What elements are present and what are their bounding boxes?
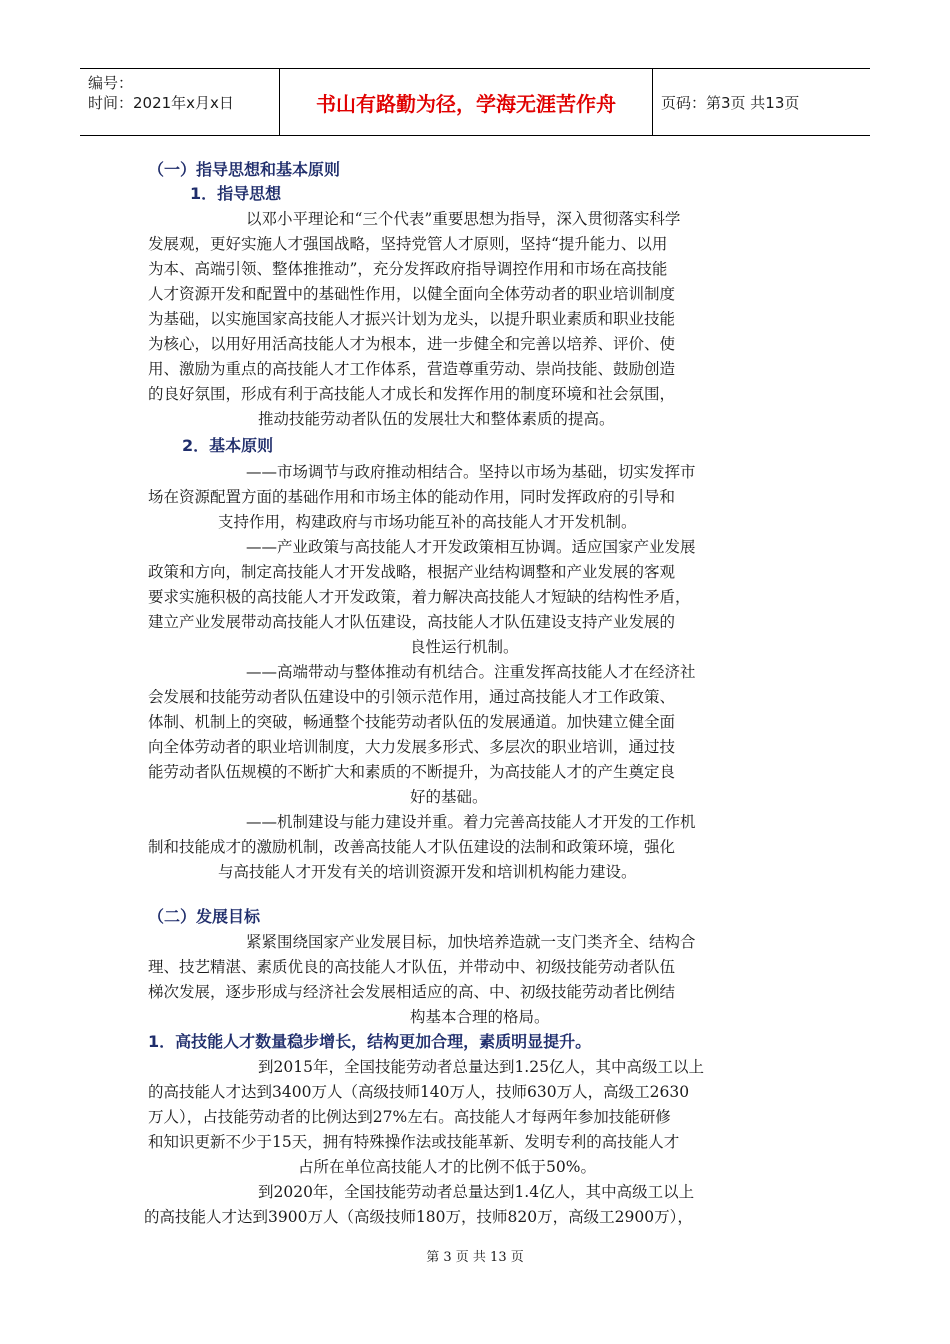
body-text-line: 构基本合理的格局。 — [410, 1008, 550, 1026]
body-text-line: 理、技艺精湛、素质优良的高技能人才队伍，并带动中、初级技能劳动者队伍 — [148, 958, 676, 976]
body-text-line: 占所在单位高技能人才的比例不低于50%。 — [298, 1158, 596, 1176]
body-text-line: 会发展和技能劳动者队伍建设中的引领示范作用，通过高技能人才工作政策、 — [148, 688, 676, 706]
body-text-line: 政策和方向，制定高技能人才开发战略，根据产业结构调整和产业发展的客观 — [148, 563, 676, 581]
section-heading: 1．高技能人才数量稳步增长，结构更加合理，素质明显提升。 — [148, 1032, 592, 1051]
body-text-line: 的高技能人才达到3900万人（高级技师180万，技师820万，高级工2900万）， — [144, 1208, 693, 1226]
body-text-line: 万人），占技能劳动者的比例达到27%左右。高技能人才每两年参加技能研修 — [148, 1108, 671, 1126]
body-text-line: 场在资源配置方面的基础作用和市场主体的能动作用，同时发挥政府的引导和 — [148, 488, 676, 506]
body-text-line: 能劳动者队伍规模的不断扩大和素质的不断提升，为高技能人才的产生奠定良 — [148, 763, 676, 781]
body-text-line: 与高技能人才开发有关的培训资源开发和培训机构能力建设。 — [218, 863, 637, 881]
body-text-line: 为基础，以实施国家高技能人才振兴计划为龙头，以提升职业素质和职业技能 — [148, 310, 676, 328]
section-heading: 1．指导思想 — [190, 184, 282, 203]
body-text-line: 到2015年，全国技能劳动者总量达到1.25亿人，其中高级工以上 — [258, 1058, 704, 1076]
document-number-label: 编号： — [88, 74, 134, 92]
body-text-line: 和知识更新不少于15天，拥有特殊操作法或技能革新、发明专利的高技能人才 — [148, 1133, 680, 1151]
body-text-line: 以邓小平理论和“三个代表”重要思想为指导，深入贯彻落实科学 — [246, 210, 681, 228]
section-heading: （二）发展目标 — [148, 907, 261, 926]
body-text-line: 的良好氛围，形成有利于高技能人才成长和发挥作用的制度环境和社会氛围， — [148, 385, 676, 403]
body-text-line: 发展观，更好实施人才强国战略，坚持党管人才原则，坚持“提升能力、以用 — [148, 235, 668, 253]
body-text-line: 紧紧围绕国家产业发展目标，加快培养造就一支门类齐全、结构合 — [246, 933, 696, 951]
body-text-line: 人才资源开发和配置中的基础性作用，以健全面向全体劳动者的职业培训制度 — [148, 285, 676, 303]
body-text-line: 好的基础。 — [410, 788, 488, 806]
body-text-line: 良性运行机制。 — [410, 638, 519, 656]
body-text-line: 到2020年，全国技能劳动者总量达到1.4亿人，其中高级工以上 — [258, 1183, 695, 1201]
body-text-line: ——高端带动与整体推动有机结合。注重发挥高技能人才在经济社 — [246, 663, 696, 681]
body-text-line: ——产业政策与高技能人才开发政策相互协调。适应国家产业发展 — [246, 538, 696, 556]
document-date-label: 时间：2021年x月x日 — [88, 94, 234, 112]
body-text-line: 梯次发展，逐步形成与经济社会发展相适应的高、中、初级技能劳动者比例结 — [148, 983, 676, 1001]
body-text-line: 体制、机制上的突破，畅通整个技能劳动者队伍的发展通道。加快建立健全面 — [148, 713, 676, 731]
body-text-line: ——市场调节与政府推动相结合。坚持以市场为基础，切实发挥市 — [246, 463, 696, 481]
body-text-line: 的高技能人才达到3400万人（高级技师140万人，技师630万人，高级工2630 — [148, 1083, 690, 1101]
section-heading: （一）指导思想和基本原则 — [148, 160, 341, 179]
body-text-line: 要求实施积极的高技能人才开发政策，着力解决高技能人才短缺的结构性矛盾， — [148, 588, 691, 606]
body-text-line: 支持作用，构建政府与市场功能互补的高技能人才开发机制。 — [218, 513, 637, 531]
body-text-line: ——机制建设与能力建设并重。着力完善高技能人才开发的工作机 — [246, 813, 696, 831]
body-text-line: 制和技能成才的激励机制，改善高技能人才队伍建设的法制和政策环境，强化 — [148, 838, 676, 856]
page-footer: 第 3 页 共 13 页 — [426, 1250, 524, 1265]
header-page-number: 页码：第3页 共13页 — [661, 93, 800, 112]
body-text-line: 用、激励为重点的高技能人才工作体系，营造尊重劳动、崇尚技能、鼓励创造 — [148, 360, 676, 378]
body-text-line: 建立产业发展带动高技能人才队伍建设，高技能人才队伍建设支持产业发展的 — [148, 613, 676, 631]
header-motto: 书山有路勤为径，学海无涯苦作舟 — [280, 69, 653, 135]
body-text-line: 向全体劳动者的职业培训制度，大力发展多形式、多层次的职业培训，通过技 — [148, 738, 676, 756]
page-header — [80, 68, 870, 136]
body-text-line: 推动技能劳动者队伍的发展壮大和整体素质的提高。 — [258, 410, 615, 428]
body-text-line: 为本、高端引领、整体推推动”，充分发挥政府指导调控作用和市场在高技能 — [148, 260, 668, 278]
body-text-line: 为核心，以用好用活高技能人才为根本，进一步健全和完善以培养、评价、使 — [148, 335, 676, 353]
header-meta-cell — [80, 69, 280, 135]
section-heading: 2．基本原则 — [182, 436, 274, 455]
